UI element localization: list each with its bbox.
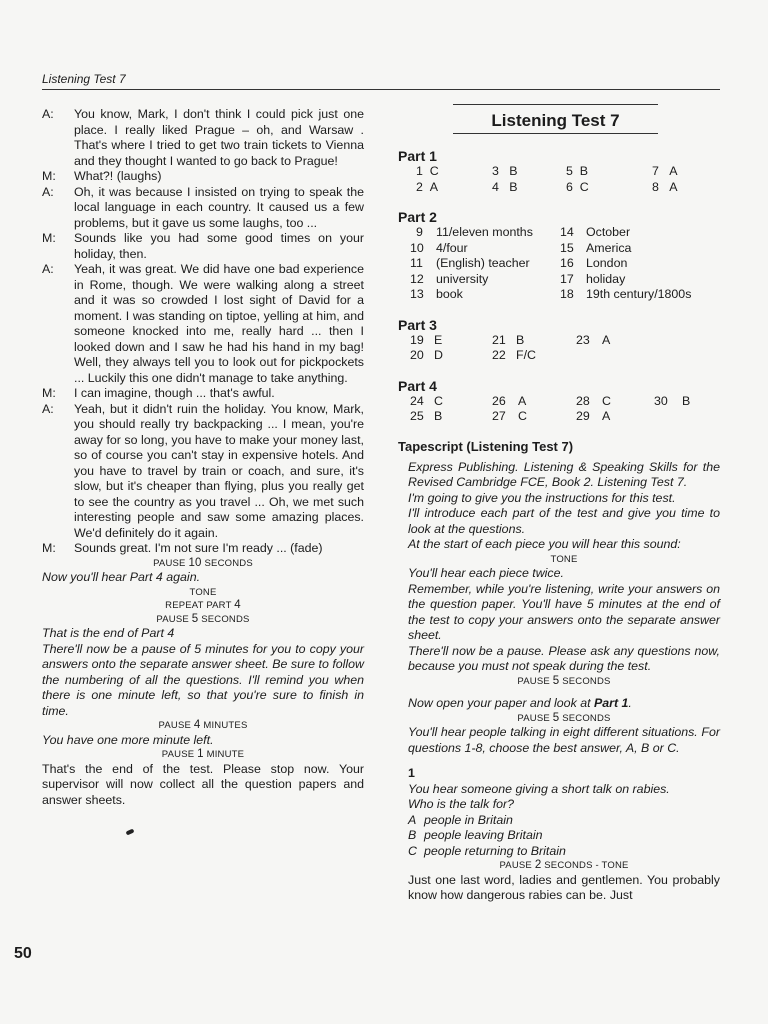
instruction-line: You have one more minute left. bbox=[42, 732, 214, 747]
answer-value: A bbox=[669, 164, 678, 178]
answer-number: 23 bbox=[576, 332, 590, 347]
answer-row bbox=[410, 332, 720, 349]
tapescript-line: Just one last word, ladies and gentlemen. You probably know how dangerous rabies can be. Just bbox=[408, 872, 720, 902]
answer-row bbox=[410, 287, 720, 303]
answer-value: A bbox=[669, 179, 678, 194]
answer-number: 25 bbox=[410, 409, 424, 423]
answer-cell bbox=[416, 180, 438, 196]
left-column bbox=[42, 107, 364, 808]
dialogue-turn bbox=[42, 386, 364, 402]
option-text: people returning to Britain bbox=[424, 843, 566, 858]
answer-value: B bbox=[579, 164, 589, 178]
option-a bbox=[408, 813, 720, 829]
tapescript-line: You'll hear each piece twice. bbox=[408, 566, 564, 580]
question-number: 1 bbox=[408, 766, 415, 780]
cue-word: PAUSE bbox=[517, 675, 550, 687]
answer-cell bbox=[492, 180, 518, 196]
tapescript-line: I'm going to give you the instructions for this test. bbox=[408, 490, 676, 505]
dialogue bbox=[42, 107, 364, 557]
answer-value: university bbox=[436, 271, 489, 286]
stage-cue bbox=[42, 613, 364, 627]
answer-value: A bbox=[518, 393, 527, 408]
answer-value: C bbox=[602, 393, 611, 408]
question-text: You hear someone giving a short talk on rabies. bbox=[408, 781, 670, 796]
option-text: people in Britain bbox=[424, 812, 513, 827]
option-letter: B bbox=[408, 828, 417, 842]
answer-number: 3 bbox=[492, 164, 499, 178]
answer-number: 27 bbox=[492, 409, 506, 423]
tapescript-line: At the start of each piece you will hear this sound: bbox=[408, 537, 681, 551]
answer-number: 20 bbox=[410, 348, 424, 362]
cue-word: PAUSE bbox=[161, 749, 195, 760]
answer-cell bbox=[566, 180, 589, 196]
answer-value: 4/four bbox=[436, 240, 468, 255]
stage-cue bbox=[42, 599, 364, 613]
stage-cue bbox=[408, 675, 720, 689]
speech-text: What?! (laughs) bbox=[74, 169, 162, 183]
answer-number: 15 bbox=[560, 240, 574, 255]
part-4-heading: Part 4 bbox=[398, 377, 437, 394]
answer-value: 19th century/1800s bbox=[586, 287, 692, 301]
tapescript-line: I'll introduce each part of the test and give you time to look at the questions. bbox=[408, 506, 720, 536]
running-header: Listening Test 7 bbox=[42, 72, 126, 86]
answer-value: London bbox=[586, 256, 628, 270]
speaker-label: M: bbox=[42, 169, 56, 183]
answer-number: 1 bbox=[416, 164, 423, 178]
answer-number: 21 bbox=[492, 332, 506, 347]
answer-cell bbox=[492, 164, 518, 180]
speech-text: Oh, it was because I insisted on trying to speak the local language in each country. It caused us a few problems, but it gave us some laughs, too ... bbox=[74, 184, 364, 230]
part-3-heading: Part 3 bbox=[398, 316, 437, 333]
answer-number: 4 bbox=[492, 179, 499, 194]
page-number: 50 bbox=[14, 945, 32, 962]
dialogue-turn bbox=[42, 262, 364, 386]
answer-row bbox=[414, 225, 720, 241]
answer-row bbox=[414, 164, 720, 180]
answer-value: B bbox=[434, 409, 443, 423]
answer-number: 8 bbox=[652, 179, 659, 194]
answer-number: 29 bbox=[576, 409, 590, 423]
dialogue-turn bbox=[42, 541, 364, 557]
answer-number: 13 bbox=[410, 287, 424, 301]
cue-word: PAUSE bbox=[517, 712, 550, 724]
answer-number: 28 bbox=[576, 393, 590, 408]
speaker-label: A: bbox=[42, 401, 54, 416]
stage-cue bbox=[42, 557, 364, 571]
answer-value: B bbox=[509, 164, 518, 178]
answer-number: 30 bbox=[654, 393, 668, 408]
cue-number: 5 bbox=[191, 612, 199, 625]
speaker-label: A: bbox=[42, 184, 54, 199]
header-rule bbox=[42, 89, 720, 90]
answer-row bbox=[410, 256, 720, 272]
option-letter: A bbox=[408, 812, 417, 827]
speech-text: Yeah, but it didn't ruin the holiday. You know, Mark, you should really try backpacking ... I mean, you're away for so long, you have to make your money last, so of course you can't stay in expensive hotels. And you have to travel by train or coach, and sure, it's slow, but it's cheaper than flying, plus you really get to see the country as you travel ... Oh, we met such interesting people and saw some amazing places. We'd definitely do it again. bbox=[74, 401, 364, 540]
speech-text: You know, Mark, I don't think I could pick just one place. I really liked Prague – oh, and Warsaw . That's where I tried to get two train tickets to Vienna and they thought I wanted to go back to Prague! bbox=[74, 107, 364, 168]
tapescript-line: Express Publishing. Listening & Speaking Skills for the Revised Cambridge FCE, Book 2. Listening Test 7. bbox=[408, 459, 720, 489]
dialogue-turn bbox=[42, 169, 364, 185]
option-b bbox=[408, 828, 720, 844]
answer-cell bbox=[652, 164, 678, 180]
answer-row bbox=[410, 409, 720, 425]
cue-word: SECONDS bbox=[562, 675, 611, 687]
answer-row bbox=[410, 348, 720, 364]
part-2-heading: Part 2 bbox=[398, 209, 437, 225]
answer-number: 18 bbox=[560, 287, 574, 301]
cue-number: 1 bbox=[197, 748, 204, 760]
answer-value: F/C bbox=[516, 348, 536, 362]
tapescript-text: Now open your paper and look at bbox=[408, 696, 594, 710]
answer-number: 22 bbox=[492, 348, 506, 362]
answer-value: C bbox=[518, 409, 527, 423]
tapescript-line: There'll now be a pause. Please ask any questions now, because you must not speak during the test. bbox=[408, 643, 720, 673]
answer-cell bbox=[416, 164, 439, 180]
answer-value: B bbox=[682, 393, 691, 408]
answer-number: 6 bbox=[566, 179, 573, 194]
answer-value: C bbox=[429, 164, 439, 178]
speaker-label: A: bbox=[42, 262, 54, 276]
cue-word: REPEAT PART bbox=[165, 600, 232, 611]
answer-number: 14 bbox=[560, 225, 574, 239]
answer-number: 11 bbox=[410, 256, 423, 270]
answer-key-title-box bbox=[453, 104, 658, 134]
cue-number: 5 bbox=[552, 674, 560, 687]
answer-number: 9 bbox=[416, 225, 423, 239]
tapescript-body bbox=[408, 460, 720, 904]
answer-number: 16 bbox=[560, 256, 574, 270]
cue-word: SECONDS bbox=[204, 557, 253, 569]
cue-number: 10 bbox=[188, 556, 202, 569]
answer-cell bbox=[566, 164, 588, 180]
answer-value: A bbox=[429, 179, 439, 194]
answer-value: book bbox=[436, 287, 463, 301]
answer-number: 26 bbox=[492, 393, 506, 408]
cue-word: PAUSE bbox=[499, 860, 532, 871]
cue-word: SECONDS bbox=[201, 613, 250, 625]
cue-word: MINUTE bbox=[206, 749, 245, 760]
answer-number: 24 bbox=[410, 393, 424, 408]
speaker-label: A: bbox=[42, 107, 54, 121]
cue-word: MINUTES bbox=[203, 720, 248, 731]
instruction-line: Now you'll hear Part 4 again. bbox=[42, 570, 201, 584]
speech-text: I can imagine, though ... that's awful. bbox=[74, 386, 275, 400]
answer-row bbox=[410, 240, 720, 257]
answer-value: A bbox=[602, 409, 611, 423]
stage-cue: TONE bbox=[550, 553, 578, 565]
tapescript-heading: Tapescript (Listening Test 7) bbox=[398, 438, 574, 454]
stage-cue bbox=[42, 719, 364, 733]
answer-value: D bbox=[434, 348, 443, 362]
cue-word: PAUSE bbox=[158, 720, 192, 731]
option-text: people leaving Britain bbox=[424, 828, 543, 842]
option-letter: C bbox=[408, 843, 417, 858]
end-of-test-paragraph: That's the end of the test. Please stop now. Your supervisor will now collect all the question papers and answer sheets. bbox=[42, 761, 364, 807]
answer-value: A bbox=[602, 332, 611, 347]
speech-text: Sounds great. I'm not sure I'm ready ... (fade) bbox=[74, 541, 323, 555]
answer-number: 17 bbox=[560, 271, 574, 286]
answer-value: B bbox=[509, 179, 518, 194]
ink-mark bbox=[126, 828, 135, 835]
cue-number: 4 bbox=[193, 719, 201, 731]
answer-value: C bbox=[579, 179, 589, 194]
speech-text: Sounds like you had some good times on your holiday, then. bbox=[74, 231, 364, 261]
tapescript-line: Remember, while you're listening, write your answers on the question paper. You'll have 5 minutes at the end of the test to copy your answers onto the separate answer sheet. bbox=[408, 581, 720, 642]
part-1-heading: Part 1 bbox=[398, 148, 437, 164]
cue-word: SECONDS bbox=[562, 712, 611, 724]
cue-word: PAUSE bbox=[156, 613, 189, 625]
answer-value: 11/eleven months bbox=[436, 225, 533, 239]
right-column bbox=[398, 104, 720, 904]
answer-number: 12 bbox=[410, 271, 424, 286]
stage-cue bbox=[408, 859, 720, 873]
part-reference: Part 1 bbox=[593, 696, 629, 710]
part-1-answers bbox=[414, 164, 720, 195]
answer-cell bbox=[652, 180, 678, 196]
option-c bbox=[408, 844, 720, 860]
stage-cue bbox=[408, 712, 720, 726]
cue-word: PAUSE bbox=[153, 557, 186, 569]
stage-cue bbox=[42, 748, 364, 762]
answer-value: B bbox=[516, 332, 525, 347]
part-4-answers bbox=[410, 393, 720, 425]
dialogue-turn bbox=[42, 107, 364, 169]
dialogue-turn bbox=[42, 231, 364, 262]
speech-text: Yeah, it was great. We did have one bad experience in Rome, though. We were walking along a street and it was so crowded I lost sight of David for a moment. I was standing on tiptoe, yelling at him, and someone knocked into me, really hard ... then I looked down and I saw he had his hand in my bag! Well, they always tell you to look out for pickpockets ... Luckily this one didn't manage to take anything. bbox=[74, 262, 364, 385]
question-text: Who is the talk for? bbox=[408, 797, 515, 811]
answer-value: America bbox=[586, 240, 632, 255]
answer-number: 19 bbox=[410, 332, 424, 347]
answer-number: 7 bbox=[652, 164, 659, 178]
dialogue-turn bbox=[42, 185, 364, 232]
cue-number: 2 bbox=[534, 859, 542, 871]
speaker-label: M: bbox=[42, 231, 56, 245]
speaker-label: M: bbox=[42, 386, 56, 400]
stage-cue: TONE bbox=[189, 586, 217, 598]
answer-row bbox=[410, 393, 720, 410]
dialogue-turn bbox=[42, 402, 364, 542]
tapescript-text: . bbox=[628, 696, 632, 710]
part-2-answers bbox=[410, 225, 720, 303]
cue-number: 5 bbox=[552, 711, 560, 724]
cue-number: 4 bbox=[234, 599, 241, 611]
answer-row bbox=[410, 271, 720, 288]
tapescript-line bbox=[408, 696, 720, 712]
answer-row bbox=[414, 180, 720, 196]
part-3-answers bbox=[410, 332, 720, 364]
answer-value: October bbox=[586, 225, 631, 239]
answer-number: 5 bbox=[566, 164, 573, 178]
cue-word: SECONDS - TONE bbox=[544, 860, 629, 871]
instruction-paragraph: There'll now be a pause of 5 minutes for you to copy your answers onto the separate answer sheet. Be sure to follow the numbering of all the questions. I'll remind you when there is one minute left, so that you're sure to finish in time. bbox=[42, 641, 364, 718]
answer-number: 2 bbox=[416, 179, 423, 194]
answer-number: 10 bbox=[410, 240, 424, 255]
speaker-label: M: bbox=[42, 541, 56, 555]
answer-value: E bbox=[434, 332, 443, 347]
answer-value: (English) teacher bbox=[436, 256, 530, 270]
tapescript-line: You'll hear people talking in eight different situations. For questions 1-8, choose the best answer, A, B or C. bbox=[408, 725, 720, 755]
instruction-line: That is the end of Part 4 bbox=[42, 626, 175, 640]
answer-value: holiday bbox=[586, 271, 626, 286]
answer-value: C bbox=[434, 393, 443, 408]
answer-key-title: Listening Test 7 bbox=[491, 111, 620, 130]
